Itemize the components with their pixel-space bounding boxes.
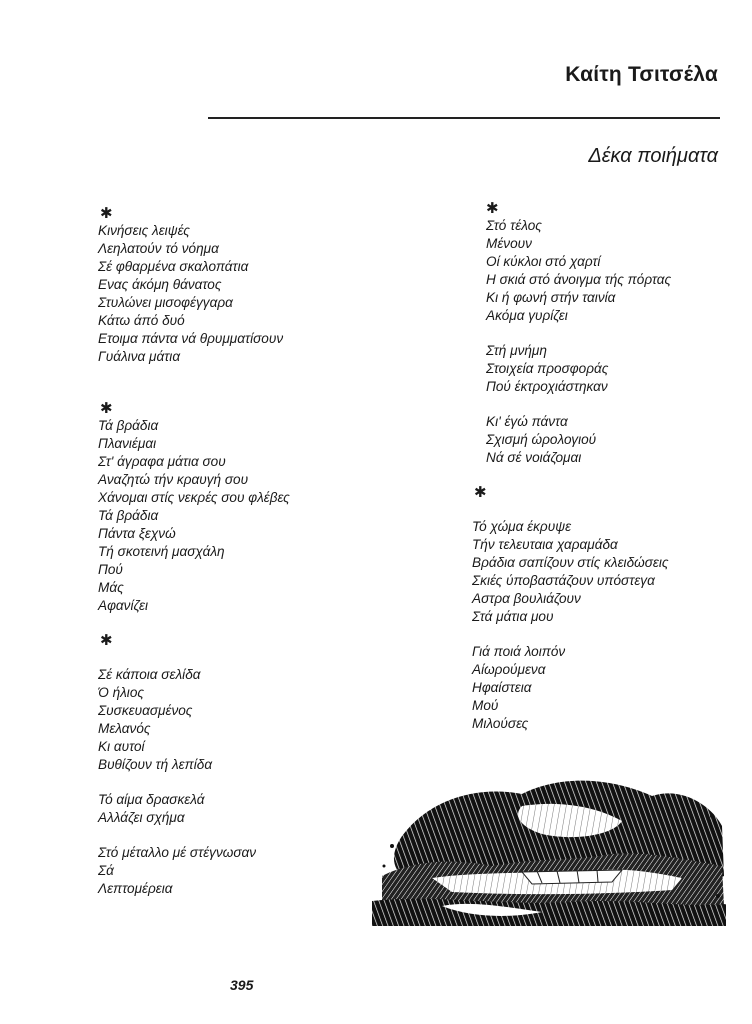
poem-2 [98,400,398,615]
poem-line: Στά μάτια μου [472,609,554,624]
poem-line: Σχισμή ώρολογιού [486,432,597,447]
poem-line: Γιά ποιά λοιπόν [472,644,566,659]
poem-1 [98,205,398,366]
poem-line: Στό μέταλλο μέ στέγνωσαν [98,845,257,860]
poem-line: Κι αυτοί [98,739,145,754]
poem-line: Μού [472,698,499,713]
poem-line: Στή μνήμη [486,343,547,358]
poem-line: Αλλάζει σχήμα [98,810,185,825]
poem-line: Αίωρούμενα [472,662,546,677]
poem-line: Σέ κάποια σελίδα [98,667,201,682]
poem-line: Κι ή φωνή στήν ταινία [486,290,616,305]
poem-line: Πού έκτροχιάστηκαν [486,379,608,394]
poem-marker: ✱ [100,632,113,649]
stanza-gap [98,827,398,844]
stanza-gap [472,396,732,413]
poem-line: Στυλώνει μισοφέγγαρα [98,295,233,310]
stanza-gap [472,626,732,643]
page-title: Δέκα ποιήματα [588,145,718,167]
poem-line: Τό χώμα έκρυψε [472,519,572,534]
poem-line: Μελανός [98,721,151,736]
poem-line: Σέ φθαρμένα σκαλοπάτια [98,259,249,274]
left-column [98,205,398,898]
poem-marker: ✱ [100,205,113,222]
poem-line: Τά βράδια [98,418,159,433]
right-column [472,200,732,733]
poem-line: Αναζητώ τήν κραυγή σου [98,472,249,487]
author-name: Καίτη Τσιτσέλα [565,63,718,86]
poem-line: Πού [98,562,123,577]
poem-line: Βυθίζουν τή λεπίδα [98,757,213,772]
poem-marker: ✱ [474,484,487,501]
stanza-gap [472,325,732,342]
poem-line: Πάντα ξεχνώ [98,526,176,541]
stanza-gap [472,467,732,484]
poem-4 [472,200,732,467]
poem-line: Αφανίζει [98,598,148,613]
poem-line: Τή σκοτεινή μασχάλη [98,544,225,559]
poem-line: Αστρα βουλιάζουν [472,591,581,606]
stanza-gap [98,774,398,791]
poem-line: Σκιές ύποβαστάζουν υπόστεγα [472,573,655,588]
poem-line: Κινήσεις λειψές [98,223,190,238]
poem-line: Ετοιμα πάντα νά θρυμματίσουν [98,331,284,346]
poem-line: Οί κύκλοι στό χαρτί [486,254,601,269]
poem-line: Ό ήλιος [98,685,144,700]
page-number: 395 [230,977,254,993]
poem-line: Γυάλινα μάτια [98,349,181,364]
poem-line: Λεηλατούν τό νόημα [98,241,219,256]
poem-line: Κι' έγώ πάντα [486,414,568,429]
poem-line: Τήν τελευταια χαραμάδα [472,537,618,552]
header-rule [208,117,720,119]
poem-line: Λεπτομέρεια [98,881,173,896]
poem-line: Ακόμα γυρίζει [486,308,568,323]
poem-line: Στό τέλος [486,218,542,233]
poem-line: Πλανιέμαι [98,436,157,451]
stanza-gap [472,501,732,518]
poem-line: Τά βράδια [98,508,159,523]
stanza-gap [98,366,398,383]
poem-line: Χάνομαι στίς νεκρές σου φλέβες [98,490,290,505]
poem-line: Βράδια σαπίζουν στίς κλειδώσεις [472,555,669,570]
poem-marker: ✱ [486,200,499,217]
poem-line: Στ' άγραφα μάτια σου [98,454,226,469]
stanza-gap [98,383,398,400]
poem-line: Ηφαίστεια [472,680,532,695]
poem-line: Στοιχεία προσφοράς [486,361,609,376]
poem-5 [472,484,732,733]
poem-line: Σά [98,863,114,878]
poem-line: Κάτω άπό δυό [98,313,185,328]
poem-marker: ✱ [100,400,113,417]
poem-3 [98,632,398,898]
poem-line: Μιλούσες [472,716,529,731]
poem-line: Ενας άκόμη θάνατος [98,277,222,292]
poem-line: Η σκιά στό άνοιγμα τής πόρτας [486,272,672,287]
poem-line: Συσκευασμένος [98,703,193,718]
poem-line: Μάς [98,580,124,595]
stanza-gap [98,615,398,632]
poem-line: Μένουν [486,236,532,251]
poem-line: Νά σέ νοιάζομαι [486,450,582,465]
woodcut-landscape-illustration [372,766,726,926]
poem-line: Τό αίμα δρασκελά [98,792,205,807]
stanza-gap [98,649,398,666]
